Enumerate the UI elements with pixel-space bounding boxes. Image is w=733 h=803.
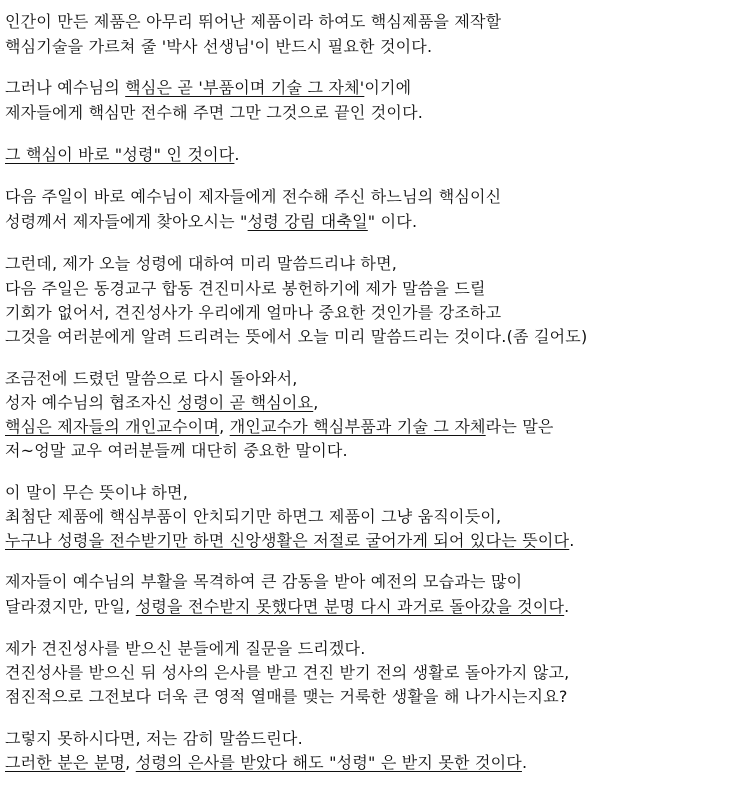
text-segment: , xyxy=(219,417,230,436)
text-segment: . xyxy=(564,597,570,616)
text-line xyxy=(5,597,569,617)
text-line xyxy=(5,729,303,749)
text-segment: , xyxy=(313,393,319,412)
text-segment: . xyxy=(234,145,240,164)
text-line xyxy=(5,78,411,98)
text-segment: 그러나 예수님의 xyxy=(5,78,126,97)
text-segment: 라는 말은 xyxy=(485,417,554,436)
underlined-text: 성령의 은사를 받았다 해도 "성령" 은 받지 못한 것이다 xyxy=(135,753,522,772)
text-line xyxy=(5,572,522,592)
text-segment: 저~엉말 교우 여러분들께 대단히 중요한 말이다. xyxy=(5,441,348,460)
text-line xyxy=(5,753,527,773)
underlined-text: 성령 강림 대축일 xyxy=(247,212,368,231)
text-segment: 인간이 만든 제품은 아무리 뛰어난 제품이라 하여도 핵심제품을 제작할 xyxy=(5,12,502,31)
text-segment: . xyxy=(521,753,528,772)
text-segment: 제자들에게 핵심만 전수해 주면 그만 그것으로 끝인 것이다. xyxy=(5,103,424,122)
text-line xyxy=(5,663,569,683)
text-line xyxy=(5,687,568,707)
text-segment: 이 말이 무슨 뜻이냐 하면, xyxy=(5,483,188,502)
text-segment: 견진성사를 받으신 뒤 성사의 은사를 받고 견진 받기 전의 생활로 돌아가지 않고, xyxy=(5,663,570,682)
text-line xyxy=(5,254,397,274)
text-segment: 달라졌지만, 만일, xyxy=(5,597,136,616)
text-segment: 최첨단 제품에 핵심부품이 안치되기만 하면그 제품이 그냥 움직이듯이, xyxy=(5,507,502,526)
text-line xyxy=(5,441,348,461)
text-line xyxy=(5,639,366,659)
text-segment: 제자들이 예수님의 부활을 목격하여 큰 감동을 받아 예전의 모습과는 많이 xyxy=(5,572,523,591)
text-segment: . xyxy=(569,531,575,550)
underlined-text: 그 핵심이 바로 "성령" 인 것이다 xyxy=(5,145,235,164)
text-segment: " 이다. xyxy=(367,212,418,231)
text-segment: 그렇지 못하시다면, 저는 감히 말씀드린다. xyxy=(5,729,303,748)
underlined-text: 누구나 성령을 전수받기만 하면 신앙생활은 저절로 굴어가게 되어 있다는 뜻이다 xyxy=(5,531,570,550)
text-line xyxy=(5,483,188,503)
text-segment: 다음 주일은 동경교구 합동 견진미사로 봉헌하기에 제가 말씀을 드릴 xyxy=(5,279,486,298)
underlined-text: 성령이 곧 핵심이요 xyxy=(177,393,314,412)
text-segment: 점진적으로 그전보다 더욱 큰 영적 열매를 맺는 거룩한 생활을 해 나가시는지요? xyxy=(5,687,568,706)
text-segment: 그런데, 제가 오늘 성령에 대하여 미리 말씀드리냐 하면, xyxy=(5,254,398,273)
text-line xyxy=(5,369,298,389)
underlined-text: 그러한 분은 분명 xyxy=(5,753,126,772)
text-line xyxy=(5,393,319,413)
text-line xyxy=(5,327,587,347)
text-segment: 조금전에 드렸던 말씀으로 다시 돌아와서, xyxy=(5,369,298,388)
text-segment: 성령께서 제자들에게 찾아오시는 " xyxy=(5,212,248,231)
text-segment: 기회가 없어서, 견진성사가 우리에게 얼마나 중요한 것인가를 강조하고 xyxy=(5,303,502,322)
text-segment: , xyxy=(125,753,136,772)
text-line xyxy=(5,279,486,299)
text-line xyxy=(5,145,240,165)
underlined-text: 핵심은 제자들의 개인교수이며 xyxy=(5,417,220,436)
text-line xyxy=(5,531,575,551)
text-line xyxy=(5,187,501,207)
text-segment: 다음 주일이 바로 예수님이 제자들에게 전수해 주신 하느님의 핵심이신 xyxy=(5,187,502,206)
text-line xyxy=(5,12,501,32)
text-line xyxy=(5,507,501,527)
underlined-text: 성령을 전수받지 못했다면 분명 다시 과거로 돌아갔을 것이다 xyxy=(135,597,565,616)
text-line xyxy=(5,212,417,232)
text-segment: 그것을 여러분에게 알려 드리려는 뜻에서 오늘 미리 말씀드리는 것이다.(좀 길어도) xyxy=(5,327,588,346)
text-line xyxy=(5,303,501,323)
text-line xyxy=(5,103,423,123)
text-segment: 이기에 xyxy=(364,78,412,97)
text-segment: 성자 예수님의 협조자신 xyxy=(5,393,178,412)
text-line xyxy=(5,37,432,57)
text-segment: 핵심기술을 가르쳐 줄 '박사 선생님'이 반드시 필요한 것이다. xyxy=(5,37,433,56)
text-segment: 제가 견진성사를 받으신 분들에게 질문을 드리겠다. xyxy=(5,639,366,658)
text-line xyxy=(5,417,554,437)
underlined-text: 개인교수가 핵심부품과 기술 그 자체 xyxy=(229,417,486,436)
underlined-text: 핵심은 곧 '부품이며 기술 그 자체' xyxy=(125,78,365,97)
